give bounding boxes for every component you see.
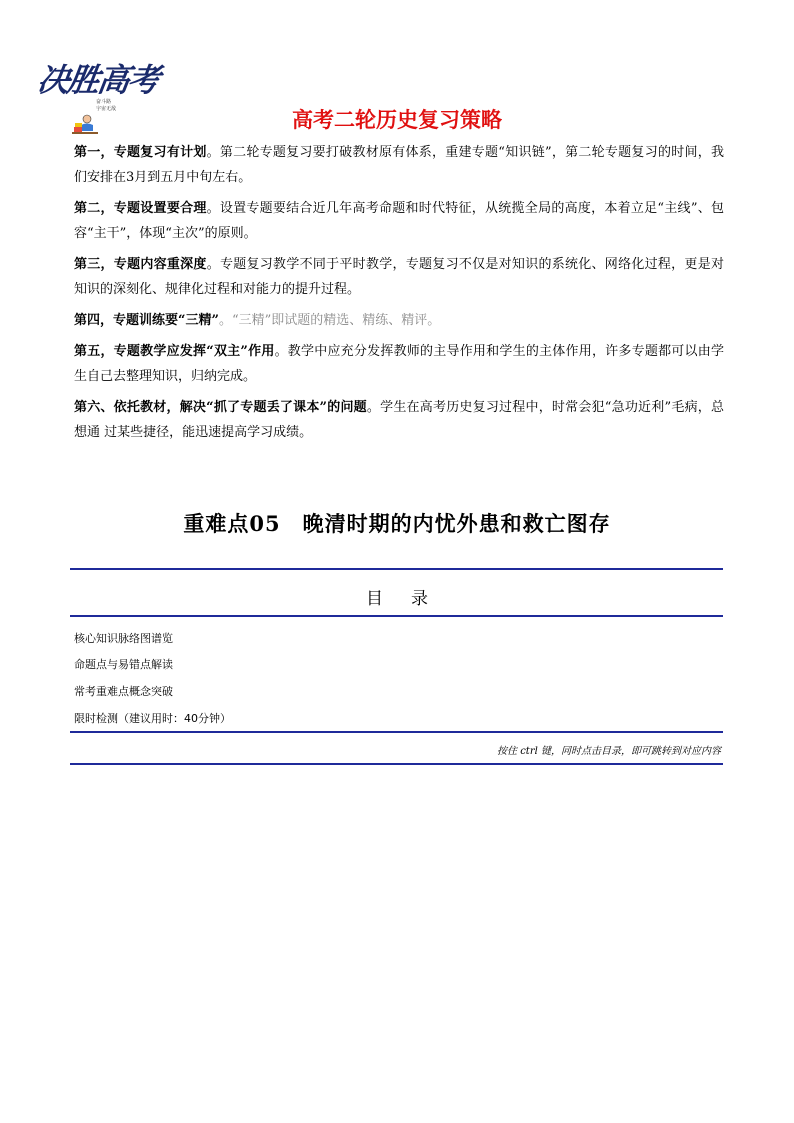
toc-hint: 按住 ctrl 键，同时点击目录，即可跳转到对应内容 <box>497 746 721 757</box>
toc-top-rule <box>70 568 723 570</box>
toc-item-key-concepts[interactable]: 常考重难点概念突破 <box>74 685 173 698</box>
strategy-paragraph-4: 第四，专题训练要“三精”。“三精”即试题的精选、精练、精评。 <box>74 313 441 328</box>
strategy-paragraph-5: 第五，专题教学应发挥“双主”作用。教学中应充分发挥教师的主导作用和学生的主体作用，许多专题都可以由学生自己去整理知识，归纳完成。 <box>74 344 724 384</box>
logo-subtitle: 奋斗路 宇宙无敌 <box>96 99 117 112</box>
strategy-paragraph-3: 第三，专题内容重深度。专题复习教学不同于平时教学，专题复习不仅是对知识的系统化、网络化过程，更是对知识的深刻化、规律化过程和对能力的提升过程。 <box>74 257 724 297</box>
toc-end-rule <box>70 763 723 765</box>
toc-item-question-points[interactable]: 命题点与易错点解读 <box>74 658 173 671</box>
strategy-paragraph-1: 第一，专题复习有计划。第二轮专题复习要打破教材原有体系，重建专题“知识链”，第二轮专题复习的时间，我们安排在3月到五月中旬左右。 <box>74 145 724 185</box>
toc-heading-rule <box>70 615 723 617</box>
strategy-intro <box>74 140 724 451</box>
strategy-paragraph-6: 第六、依托教材，解决“抓了专题丢了课本”的问题。学生在高考历史复习过程中，时常会犯“急功近利”毛病，总想通 过某些捷径，能迅速提高学习成绩。 <box>74 400 724 440</box>
page-title: 高考二轮历史复习策略 <box>292 108 502 132</box>
strategy-paragraph-2: 第二，专题设置要合理。设置专题要结合近几年高考命题和时代特征，从统揽全局的高度，本着立足“主线”、包容“主干”，体现“主次”的原则。 <box>74 201 724 241</box>
toc-heading: 目录 <box>366 589 456 609</box>
toc-item-core-knowledge[interactable]: 核心知识脉络图谱览 <box>74 632 173 645</box>
topic-title: 重难点05 晚清时期的内忧外患和救亡图存 <box>183 511 611 536</box>
logo-text: 决胜高考 <box>35 61 161 99</box>
toc-bottom-rule <box>70 731 723 733</box>
toc-item-timed-test[interactable]: 限时检测（建议用时：40分钟） <box>74 712 231 725</box>
